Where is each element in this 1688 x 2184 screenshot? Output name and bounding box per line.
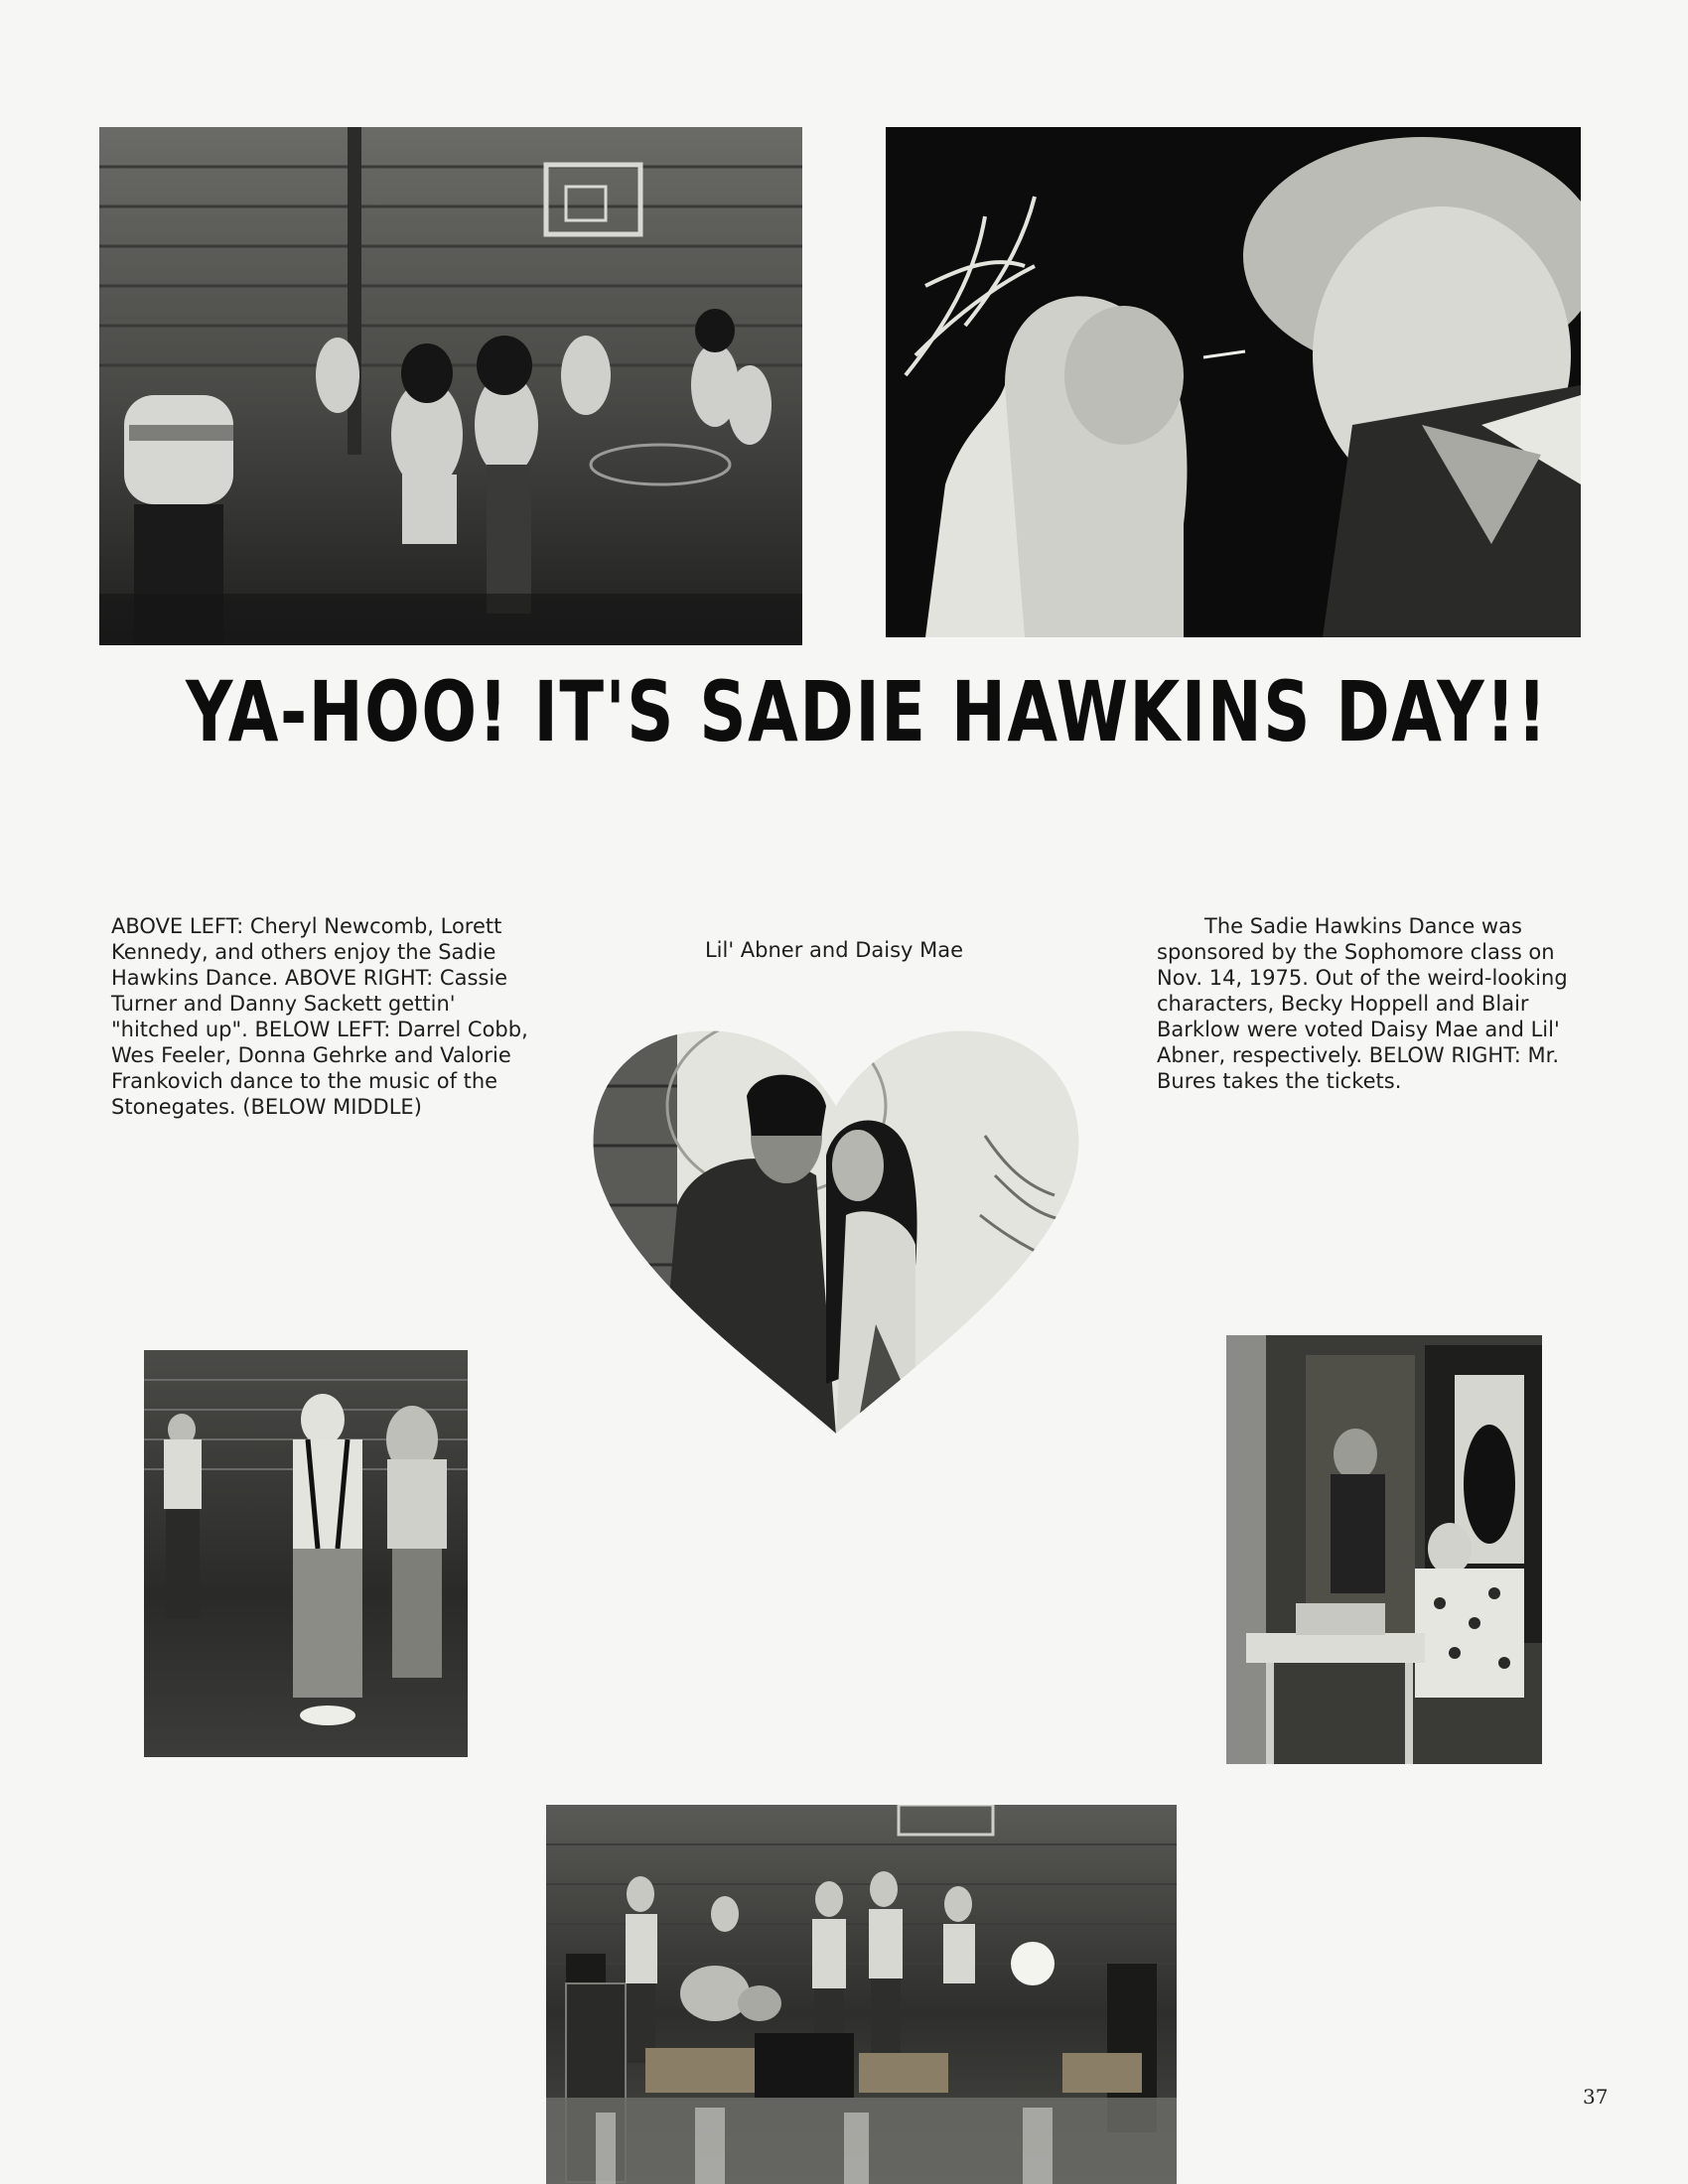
couple-hitched-photo xyxy=(886,127,1581,637)
band-photo xyxy=(546,1805,1177,2184)
page-number: 37 xyxy=(1583,2085,1609,2109)
caption-left: ABOVE LEFT: Cheryl Newcomb, Lorett Kennedy, and others enjoy the Sadie Hawkins Dance. ABOVE RIGHT: Cassie Turner and Danny Sackett gettin' "hitched up". BELOW LEFT: Darrel Cobb, Wes Feeler, Donna Gehrke and Valorie Frankovich dance to the music of the Stonegates. (BELOW MIDDLE) xyxy=(111,914,528,1119)
page-headline: YA-HOO! IT'S SADIE HAWKINS DAY!! xyxy=(186,663,1549,760)
lil-abner-daisy-mae-photo xyxy=(588,1026,1084,1435)
ticket-table-photo xyxy=(1226,1335,1542,1764)
dancers-photo xyxy=(144,1350,468,1757)
caption-heart-photo: Lil' Abner and Daisy Mae xyxy=(704,938,964,962)
gym-dance-photo xyxy=(99,127,802,645)
caption-right: The Sadie Hawkins Dance was sponsored by the Sophomore class on Nov. 14, 1975. Out of the weird-looking characters, Becky Hoppell and Blair Barklow were voted Daisy Mae and Lil' Abner, respectively. BELOW RIGHT: Mr. Bures takes the tickets. xyxy=(1157,914,1568,1093)
